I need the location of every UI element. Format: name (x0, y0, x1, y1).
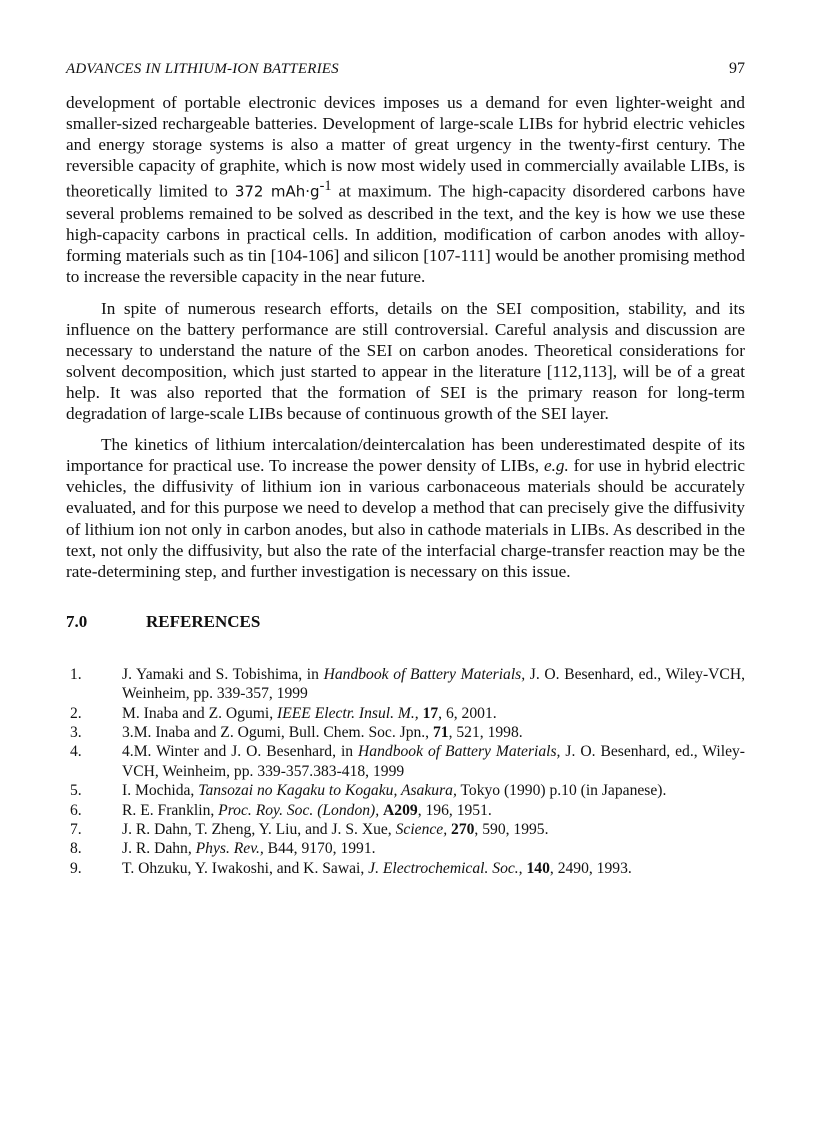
body-text (66, 92, 745, 582)
reference-text: J. R. Dahn, T. Zheng, Y. Liu, and J. S. Xue, Science, 270, 590, 1995. (122, 821, 549, 839)
reference-item (66, 665, 745, 704)
reference-text: T. Ohzuku, Y. Iwakoshi, and K. Sawai, J. Electrochemical. Soc., 140, 2490, 1993. (122, 859, 632, 877)
reference-number: 1. (70, 665, 82, 683)
reference-item (66, 820, 745, 839)
reference-item (66, 723, 745, 742)
reference-text: J. Yamaki and S. Tobishima, in Handbook of Battery Materials, J. O. Besenhard, ed., Wiley-VCH, Weinheim, pp. 339-357, 1999 (122, 665, 745, 703)
reference-number: 4. (70, 743, 82, 761)
reference-number: 5. (70, 782, 82, 800)
reference-text: R. E. Franklin, Proc. Roy. Soc. (London), A209, 196, 1951. (122, 801, 492, 819)
paragraph-2: In spite of numerous research efforts, details on the SEI composition, stability, and its influence on the battery performance are still controversial. Careful analysis and discussion are necessary to understand the nature of the SEI on carbon anodes. Theoretical considerations for solvent decomposition, which just started to appear in the literature [112,113], will be of a great help. It was also reported that the formation of SEI is the primary reason for long-term degradation of large-scale LIBs because of continuous growth of the SEI layer. (66, 298, 745, 424)
capacity-exponent: -1 (319, 178, 332, 195)
running-header (66, 60, 745, 88)
reference-text: I. Mochida, Tansozai no Kagaku to Kogaku, Asakura, Tokyo (1990) p.10 (in Japanese). (122, 782, 667, 800)
reference-number: 9. (70, 859, 82, 877)
running-title: ADVANCES IN LITHIUM-ION BATTERIES (66, 61, 339, 77)
page-number: 97 (729, 60, 745, 77)
reference-item (66, 704, 745, 723)
reference-text: 3.M. Inaba and Z. Ogumi, Bull. Chem. Soc. Jpn., 71, 521, 1998. (122, 724, 523, 742)
reference-item (66, 742, 745, 781)
reference-item (66, 781, 745, 800)
section-title: REFERENCES (146, 611, 261, 631)
reference-item (66, 859, 745, 878)
reference-number: 8. (70, 840, 82, 858)
reference-number: 6. (70, 801, 82, 819)
paragraph-3: The kinetics of lithium intercalation/deintercalation has been underestimated despite of its importance for practical use. To increase the power density of LIBs, e.g. for use in hybrid electric vehicles, the diffusivity of lithium ion in various carbonaceous materials should be accurately evaluated, and for this purpose we need to develop a method that can precisely give the diffusivity of lithium ion not only in carbon anodes, but also in cathode materials in LIBs. As described in the text, not only the diffusivity, but also the rate of the interfacial charge-transfer reaction may be the rate-determining step, and further investigation is necessary on this issue. (66, 435, 745, 581)
reference-text: J. R. Dahn, Phys. Rev., B44, 9170, 1991. (122, 840, 376, 858)
document-page (66, 60, 745, 878)
reference-item (66, 801, 745, 820)
reference-text: 4.M. Winter and J. O. Besenhard, in Handbook of Battery Materials, J. O. Besenhard, ed., Wiley-VCH, Weinheim, pp. 339-357.383-418, 1999 (122, 743, 745, 780)
reference-number: 2. (70, 704, 82, 722)
section-number: 7.0 (66, 611, 88, 631)
reference-number: 3. (70, 724, 82, 742)
reference-item (66, 839, 745, 858)
reference-text: M. Inaba and Z. Ogumi, IEEE Electr. Insul. M., 17, 6, 2001. (122, 704, 497, 722)
capacity-value: 372 mAh·g (234, 183, 320, 202)
paragraph-1: development of portable electronic devices imposes us a demand for even lighter-weight and smaller-sized rechargeable batteries. Development of large-scale LIBs for hybrid electric vehicles and energy storage systems is also a matter of great urgency in the twenty-first century. The reversible capacity of graphite, which is now most widely used in commercially available LIBs, is theoretically limited to 372 $mAh\cdot g^{-1}$ at maximum. The high-capacity disordered carbons have several problems remained to be solved as described in the text, and the key is how we use these high-capacity carbons in practical cells. In addition, modification of carbon anodes with alloy-forming materials such as tin [104-106] and silicon [107-111] would be another promising method to increase the reversible capacity in the near future. (66, 93, 745, 287)
section-heading (66, 612, 745, 632)
reference-list (66, 665, 745, 878)
reference-number: 7. (70, 821, 82, 839)
